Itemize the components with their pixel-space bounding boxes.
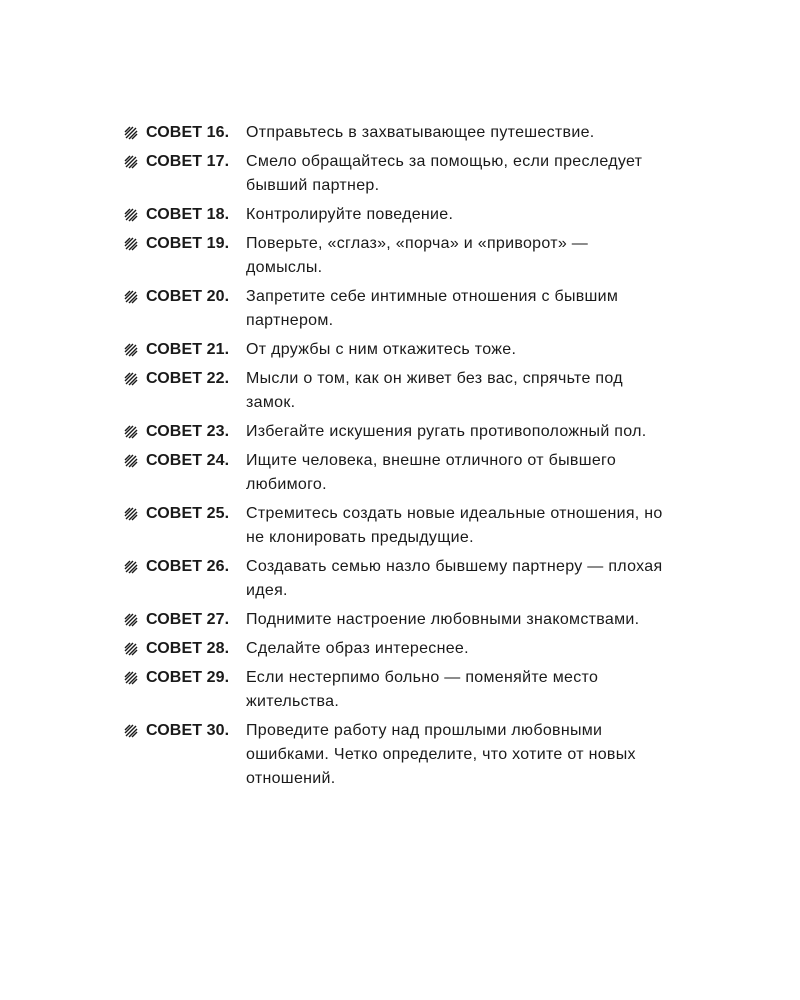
hatched-diamond-icon bbox=[124, 150, 146, 174]
hatched-diamond-icon bbox=[124, 637, 146, 661]
hatched-diamond-icon bbox=[124, 502, 146, 526]
tip-label: СОВЕТ 30. bbox=[146, 722, 230, 739]
tip-text: Контролируйте поведение. bbox=[246, 206, 454, 223]
hatched-diamond-icon bbox=[124, 666, 146, 690]
tip-text: Если нестерпимо больно — поменяйте место жительства. bbox=[246, 669, 599, 710]
hatched-diamond-icon bbox=[124, 121, 146, 145]
tip-label: СОВЕТ 28. bbox=[146, 640, 230, 657]
tip-text: Ищите человека, внешне отличного от бывшего любимого. bbox=[246, 452, 617, 493]
hatched-diamond-icon bbox=[124, 608, 146, 632]
tip-label: СОВЕТ 24. bbox=[146, 452, 230, 469]
tip-item bbox=[124, 666, 669, 714]
hatched-diamond-icon bbox=[124, 232, 146, 256]
tip-text: Проведите работу над прошлыми любовными ошибками. Четко определите, что хотите от новых отношений. bbox=[246, 722, 636, 787]
tip-item bbox=[124, 150, 669, 198]
tip-item bbox=[124, 121, 669, 145]
tip-text: Стремитесь создать новые идеальные отношения, но не клонировать предыдущие. bbox=[246, 505, 663, 546]
tip-text: Отправьтесь в захватывающее путешествие. bbox=[246, 124, 595, 141]
tip-label: СОВЕТ 17. bbox=[146, 153, 230, 170]
hatched-diamond-icon bbox=[124, 367, 146, 391]
hatched-diamond-icon bbox=[124, 555, 146, 579]
hatched-diamond-icon bbox=[124, 420, 146, 444]
tip-label: СОВЕТ 16. bbox=[146, 124, 230, 141]
tip-item bbox=[124, 637, 669, 661]
tip-label: СОВЕТ 21. bbox=[146, 341, 230, 358]
tip-item bbox=[124, 502, 669, 550]
tip-label: СОВЕТ 19. bbox=[146, 235, 230, 252]
tip-label: СОВЕТ 25. bbox=[146, 505, 230, 522]
hatched-diamond-icon bbox=[124, 203, 146, 227]
tips-list bbox=[124, 121, 669, 796]
tip-label: СОВЕТ 23. bbox=[146, 423, 230, 440]
tip-text: Избегайте искушения ругать противоположный пол. bbox=[246, 423, 647, 440]
tip-text: Смело обращайтесь за помощью, если преследует бывший партнер. bbox=[246, 153, 643, 194]
tip-item bbox=[124, 203, 669, 227]
tip-item bbox=[124, 555, 669, 603]
tip-text: Создавать семью назло бывшему партнеру — плохая идея. bbox=[246, 558, 663, 599]
tip-text: Поднимите настроение любовными знакомствами. bbox=[246, 611, 640, 628]
tip-text: Запретите себе интимные отношения с бывшим партнером. bbox=[246, 288, 619, 329]
tip-item bbox=[124, 285, 669, 333]
tip-item bbox=[124, 232, 669, 280]
tip-text: Сделайте образ интереснее. bbox=[246, 640, 469, 657]
hatched-diamond-icon bbox=[124, 719, 146, 743]
hatched-diamond-icon bbox=[124, 449, 146, 473]
tip-item bbox=[124, 420, 669, 444]
tip-label: СОВЕТ 26. bbox=[146, 558, 230, 575]
tip-item bbox=[124, 719, 669, 791]
tip-label: СОВЕТ 22. bbox=[146, 370, 230, 387]
tip-label: СОВЕТ 27. bbox=[146, 611, 230, 628]
tip-label: СОВЕТ 20. bbox=[146, 288, 230, 305]
tip-text: Поверьте, «сглаз», «порча» и «приворот» — домыслы. bbox=[246, 235, 589, 276]
tip-item bbox=[124, 338, 669, 362]
hatched-diamond-icon bbox=[124, 338, 146, 362]
tip-text: От дружбы с ним откажитесь тоже. bbox=[246, 341, 517, 358]
hatched-diamond-icon bbox=[124, 285, 146, 309]
tip-label: СОВЕТ 18. bbox=[146, 206, 230, 223]
tip-item bbox=[124, 608, 669, 632]
tip-item bbox=[124, 367, 669, 415]
tip-label: СОВЕТ 29. bbox=[146, 669, 230, 686]
tip-item bbox=[124, 449, 669, 497]
tip-text: Мысли о том, как он живет без вас, спрячьте под замок. bbox=[246, 370, 623, 411]
